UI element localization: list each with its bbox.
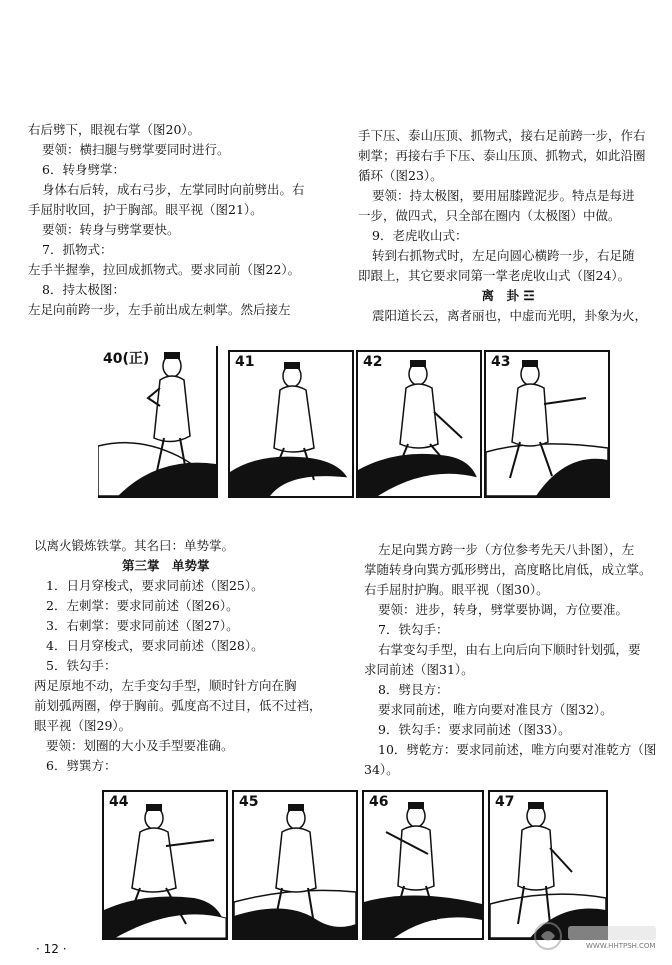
text-line: 8．持太极图：	[42, 282, 125, 297]
text-line: 循环（图23）。	[358, 168, 443, 183]
text-line: 要领：划圈的大小及手型要准确。	[46, 738, 234, 753]
text-line: 10．劈乾方：要求同前述，唯方向要对准乾方（图	[378, 742, 657, 757]
martial-arts-figure-illustration	[98, 346, 216, 496]
figure-label: 47	[495, 794, 515, 810]
text-line: 手下压、泰山压顶、抓物式，接右足前跨一步，作右	[358, 128, 646, 143]
text-line: 1．日月穿梭式，要求同前述（图25）。	[46, 578, 264, 593]
figure-panel-45	[232, 790, 358, 940]
figure-panel-43	[484, 350, 610, 498]
text-line: 要领：持太极图，要用屈膝蹚泥步。特点是每进	[372, 188, 635, 203]
text-line: 左足向巽方跨一步（方位参考先天八卦图），左	[378, 542, 635, 557]
figure-panel-40	[98, 346, 218, 498]
text-line: 8．劈艮方：	[378, 682, 449, 697]
figure-label: 44	[109, 794, 129, 810]
text-line: 9．铁勾手：要求同前述（图33）。	[378, 722, 571, 737]
text-line: 左足向前跨一步，左手前出成左刺掌。然后接左	[28, 302, 291, 317]
text-line: 7．抓物式：	[42, 242, 113, 257]
text-column-bottom-left	[34, 536, 346, 776]
martial-arts-figure-illustration	[364, 792, 482, 938]
figure-panel-44	[102, 790, 228, 940]
text-line: 转到右抓物式时，左足向圆心横跨一步，右足随	[372, 248, 635, 263]
text-column-top-right	[358, 126, 658, 326]
text-line: 两足原地不动，左手变勾手型，顺时针方向在胸	[34, 678, 297, 693]
text-line: 身体右后转，成右弓步，左掌同时向前劈出。右	[42, 182, 305, 197]
watermark-url: WWW.HHTPSH.COM	[586, 942, 656, 950]
martial-arts-figure-illustration	[104, 792, 226, 938]
text-line: 前划弧两圈，停于胸前。弧度高不过目，低不过裆，	[34, 698, 322, 713]
text-line: 5．铁勾手：	[46, 658, 117, 673]
figure-label: 43	[491, 354, 511, 370]
martial-arts-figure-illustration	[230, 352, 352, 496]
watermark-logo	[526, 916, 666, 956]
text-line: 7．铁勾手：	[378, 622, 449, 637]
text-line: 34）。	[364, 762, 399, 777]
text-line: 手屈肘收回，护于胸部。眼平视（图21）。	[28, 202, 263, 217]
martial-arts-figure-illustration	[358, 352, 480, 496]
text-line: 左手半握拳，拉回成抓物式。要求同前（图22）。	[28, 262, 301, 277]
text-column-top-left	[28, 120, 328, 320]
page-number: · 12 ·	[36, 942, 67, 956]
figure-panel-46	[362, 790, 484, 940]
text-line: 要领：横扫腿与劈掌要同时进行。	[42, 142, 230, 157]
text-line: 以离火锻炼铁掌。其名曰：单势掌。	[34, 538, 235, 553]
text-line: 4．日月穿梭式，要求同前述（图28）。	[46, 638, 264, 653]
text-line: 9．老虎收山式：	[372, 228, 468, 243]
text-line: 一步，做四式，只全部在圈内（太极图）中做。	[358, 208, 621, 223]
section-heading-li-gua: 离 卦 ☲	[481, 288, 535, 303]
text-line: 右掌变勾手型，由右上向后向下顺时针划弧，要	[378, 642, 641, 657]
section-heading-third-palm: 第三掌 单势掌	[122, 558, 210, 573]
figure-label: 40(正)	[103, 351, 150, 367]
text-line: 震阳道长云，离者丽也，中虚而光明，卦象为火，	[372, 308, 648, 323]
martial-arts-figure-illustration	[234, 792, 356, 938]
text-line: 3．右刺掌：要求同前述（图27）。	[46, 618, 239, 633]
text-line: 刺掌；再接右手下压、泰山压顶、抓物式，如此沿圈	[358, 148, 646, 163]
figure-label: 41	[235, 354, 255, 370]
figure-panel-41	[228, 350, 354, 498]
martial-arts-figure-illustration	[486, 352, 608, 496]
text-line: 2．左刺掌：要求同前述（图26）。	[46, 598, 239, 613]
figure-label: 46	[369, 794, 389, 810]
text-line: 右后劈下，眼视右掌（图20）。	[28, 122, 201, 137]
text-line: 6．转身劈掌：	[42, 162, 125, 177]
figure-label: 42	[363, 354, 383, 370]
text-line: 眼平视（图29）。	[34, 718, 132, 733]
figure-label: 45	[239, 794, 259, 810]
text-line: 要领：转身与劈掌要快。	[42, 222, 180, 237]
text-line: 右手屈肘护胸。眼平视（图30）。	[364, 582, 549, 597]
text-line: 6．劈巽方：	[46, 758, 117, 773]
text-line: 要求同前述，唯方向要对准艮方（图32）。	[378, 702, 613, 717]
text-line: 即跟上，其它要求同第一掌老虎收山式（图24）。	[358, 268, 631, 283]
text-line: 求同前述（图31）。	[364, 662, 474, 677]
text-column-bottom-right	[364, 540, 672, 780]
figure-panel-42	[356, 350, 482, 498]
text-line: 掌随转身向巽方弧形劈出，高度略比肩低，成立掌。	[364, 562, 652, 577]
text-line: 要领：进步，转身，劈掌要协调，方位要准。	[378, 602, 629, 617]
